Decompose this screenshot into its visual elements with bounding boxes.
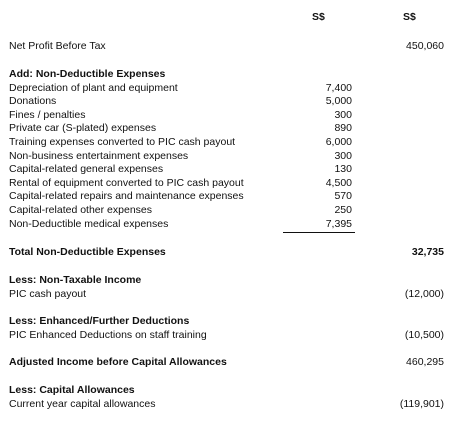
expense-label: Private car (S-plated) expenses <box>9 122 157 135</box>
total-non-deductible-value: 32,735 <box>411 246 444 258</box>
adjusted-income-value: 460,295 <box>406 356 444 368</box>
expense-label: Capital-related general expenses <box>9 163 164 176</box>
expense-label: Non-business entertainment expenses <box>9 149 189 162</box>
non-taxable-value: (12,000) <box>404 287 444 300</box>
column-header-sgd-2: S$ <box>403 11 416 23</box>
expense-value: 250 <box>334 204 352 216</box>
expense-label: Capital-related repairs and maintenance expenses <box>9 190 244 203</box>
enhanced-deductions-value: (10,500) <box>404 328 444 341</box>
non-taxable-label: PIC cash payout <box>9 287 87 300</box>
capital-allowances-label: Current year capital allowances <box>9 397 156 410</box>
expense-value: 7,400 <box>325 81 352 94</box>
capital-allowances-heading: Less: Capital Allowances <box>9 384 135 396</box>
expense-value: 4,500 <box>325 176 352 189</box>
capital-allowances-value: (119,901) <box>399 397 444 410</box>
expense-label: Fines / penalties <box>9 108 86 121</box>
expense-value: 5,000 <box>325 95 352 108</box>
expense-value: 6,000 <box>325 136 352 148</box>
expense-label: Training expenses converted to PIC cash payout <box>9 136 236 148</box>
expense-value: 130 <box>334 163 352 176</box>
subtotal-rule <box>283 232 355 233</box>
expense-label: Rental of equipment converted to PIC cash payout <box>9 176 244 189</box>
expense-value: 570 <box>334 190 352 203</box>
expense-value: 7,395 <box>325 217 352 230</box>
expense-label: Non-Deductible medical expenses <box>9 217 169 230</box>
non-taxable-heading: Less: Non-Taxable Income <box>9 274 142 286</box>
enhanced-deductions-label: PIC Enhanced Deductions on staff training <box>9 328 207 341</box>
non-deductible-heading: Add: Non-Deductible Expenses <box>9 68 166 80</box>
expense-label: Donations <box>9 95 57 108</box>
adjusted-income-label: Adjusted Income before Capital Allowances <box>9 356 227 368</box>
column-header-sgd-1: S$ <box>312 11 325 23</box>
enhanced-deductions-heading: Less: Enhanced/Further Deductions <box>9 315 190 327</box>
expense-value: 300 <box>334 108 352 121</box>
net-profit-value: 450,060 <box>406 40 444 52</box>
expense-value: 890 <box>334 122 352 135</box>
net-profit-label: Net Profit Before Tax <box>9 40 106 52</box>
expense-value: 300 <box>334 149 352 162</box>
total-non-deductible-label: Total Non-Deductible Expenses <box>9 246 166 258</box>
expense-label: Depreciation of plant and equipment <box>9 81 178 94</box>
expense-label: Capital-related other expenses <box>9 204 153 216</box>
